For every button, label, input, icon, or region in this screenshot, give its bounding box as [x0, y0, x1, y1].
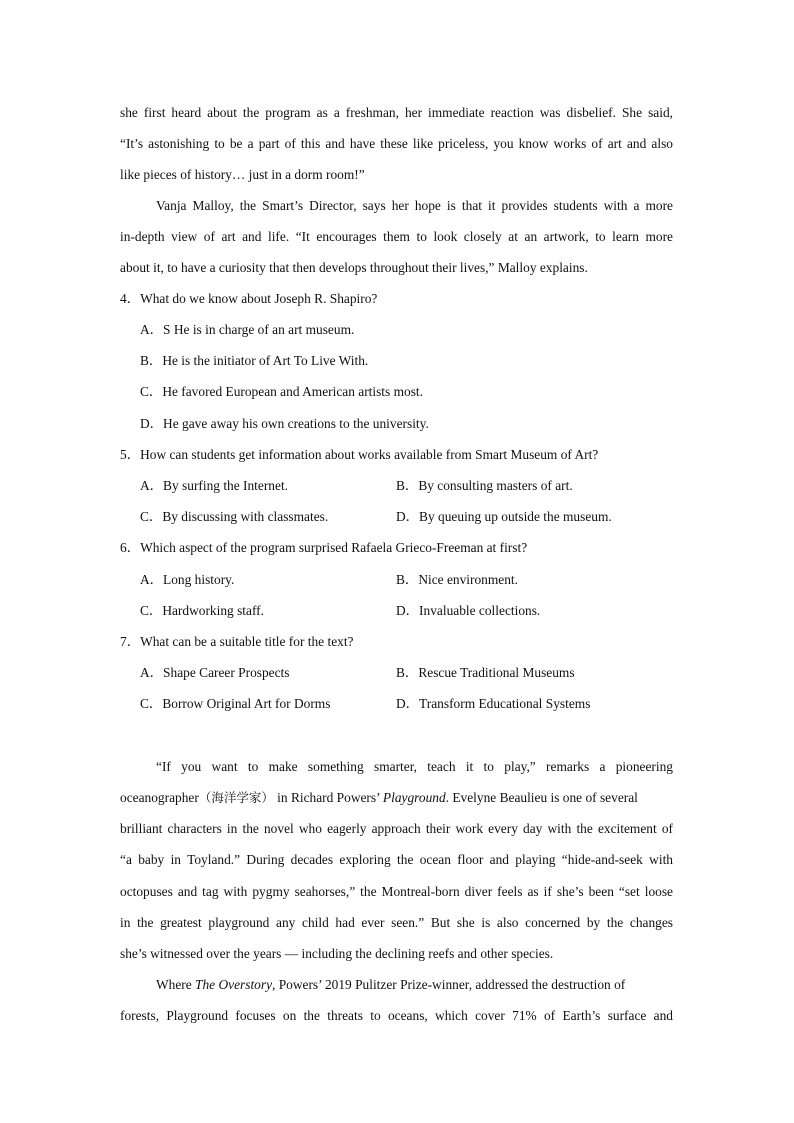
question-7-option-d[interactable]: D．Transform Educational Systems	[396, 696, 591, 711]
question-7-stem: 7．What can be a suitable title for the text?	[120, 634, 354, 649]
passage2-line-8	[156, 975, 673, 995]
question-7-option-a[interactable]: A．Shape Career Prospects	[140, 665, 290, 680]
passage2-line-2-text-c: . Evelyne Beaulieu is one of several	[445, 790, 638, 805]
question-7-option-c[interactable]: C．Borrow Original Art for Dorms	[140, 696, 331, 711]
question-5-stem: 5．How can students get information about works available from Smart Museum of Art?	[120, 447, 599, 462]
question-4-option-d[interactable]: D．He gave away his own creations to the university.	[140, 416, 429, 431]
passage2-line-7: she’s witnessed over the years — including the declining reefs and other species.	[120, 946, 554, 961]
passage2-line-5: octopuses and tag with pygmy seahorses,” the Montreal-born diver feels as if she’s been “set loose	[120, 884, 673, 899]
question-4-stem: 4．What do we know about Joseph R. Shapiro?	[120, 291, 378, 306]
passage1-line-2: “It’s astonishing to be a part of this and have these like priceless, you know works of art and also	[120, 136, 673, 151]
question-6-option-b[interactable]: B．Nice environment.	[396, 572, 518, 587]
passage2-line-6: in the greatest playground any child had ever seen.” But she is also concerned by the changes	[120, 915, 673, 930]
passage1-line-3: like pieces of history… just in a dorm room!”	[120, 167, 365, 182]
question-6-stem: 6．Which aspect of the program surprised Rafaela Grieco-Freeman at first?	[120, 540, 528, 555]
passage1-line-1: she first heard about the program as a freshman, her immediate reaction was disbelief. She said,	[120, 105, 673, 120]
passage2-line-2-text-a: oceanographer	[120, 790, 199, 805]
book-title-playground: Playground	[382, 790, 446, 805]
question-7-option-b[interactable]: B．Rescue Traditional Museums	[396, 665, 575, 680]
passage2-line-2	[120, 788, 673, 808]
passage2-line-1: “If you want to make something smarter, teach it to play,” remarks a pioneering	[156, 759, 673, 774]
question-5-option-c[interactable]: C．By discussing with classmates.	[140, 509, 329, 524]
passage1-line-5: in-depth view of art and life. “It encourages them to look closely at an artwork, to learn more	[120, 229, 673, 244]
passage2-line-8-text-b: , Powers’ 2019 Pulitzer Prize-winner, addressed the destruction of	[272, 977, 626, 992]
question-4-option-c[interactable]: C．He favored European and American artists most.	[140, 384, 423, 399]
passage2-line-8-text-a: Where	[156, 977, 196, 992]
question-4-option-b[interactable]: B．He is the initiator of Art To Live With.	[140, 353, 369, 368]
question-6-option-d[interactable]: D．Invaluable collections.	[396, 603, 541, 618]
passage2-line-2-text-b: in Richard Powers’	[273, 790, 383, 805]
question-6-option-a[interactable]: A．Long history.	[140, 572, 235, 587]
passage2-line-4: “a baby in Toyland.” During decades exploring the ocean floor and playing “hide-and-seek with	[120, 852, 673, 867]
question-5-option-a[interactable]: A．By surfing the Internet.	[140, 478, 289, 493]
question-4-option-a[interactable]: A．S He is in charge of an art museum.	[140, 322, 355, 337]
question-6-option-c[interactable]: C．Hardworking staff.	[140, 603, 264, 618]
question-5-option-d[interactable]: D．By queuing up outside the museum.	[396, 509, 612, 524]
passage1-line-6: about it, to have a curiosity that then develops throughout their lives,” Malloy explains.	[120, 260, 588, 275]
book-title-overstory: The Overstory	[195, 977, 273, 992]
question-5-option-b[interactable]: B．By consulting masters of art.	[396, 478, 573, 493]
passage2-line-3: brilliant characters in the novel who eagerly approach their work every day with the excitement of	[120, 821, 673, 836]
passage1-line-4: Vanja Malloy, the Smart’s Director, says her hope is that it provides students with a more	[156, 198, 673, 213]
chinese-gloss: （海洋学家）	[198, 790, 274, 805]
passage2-line-9: forests, Playground focuses on the threats to oceans, which cover 71% of Earth’s surface and	[120, 1008, 673, 1023]
